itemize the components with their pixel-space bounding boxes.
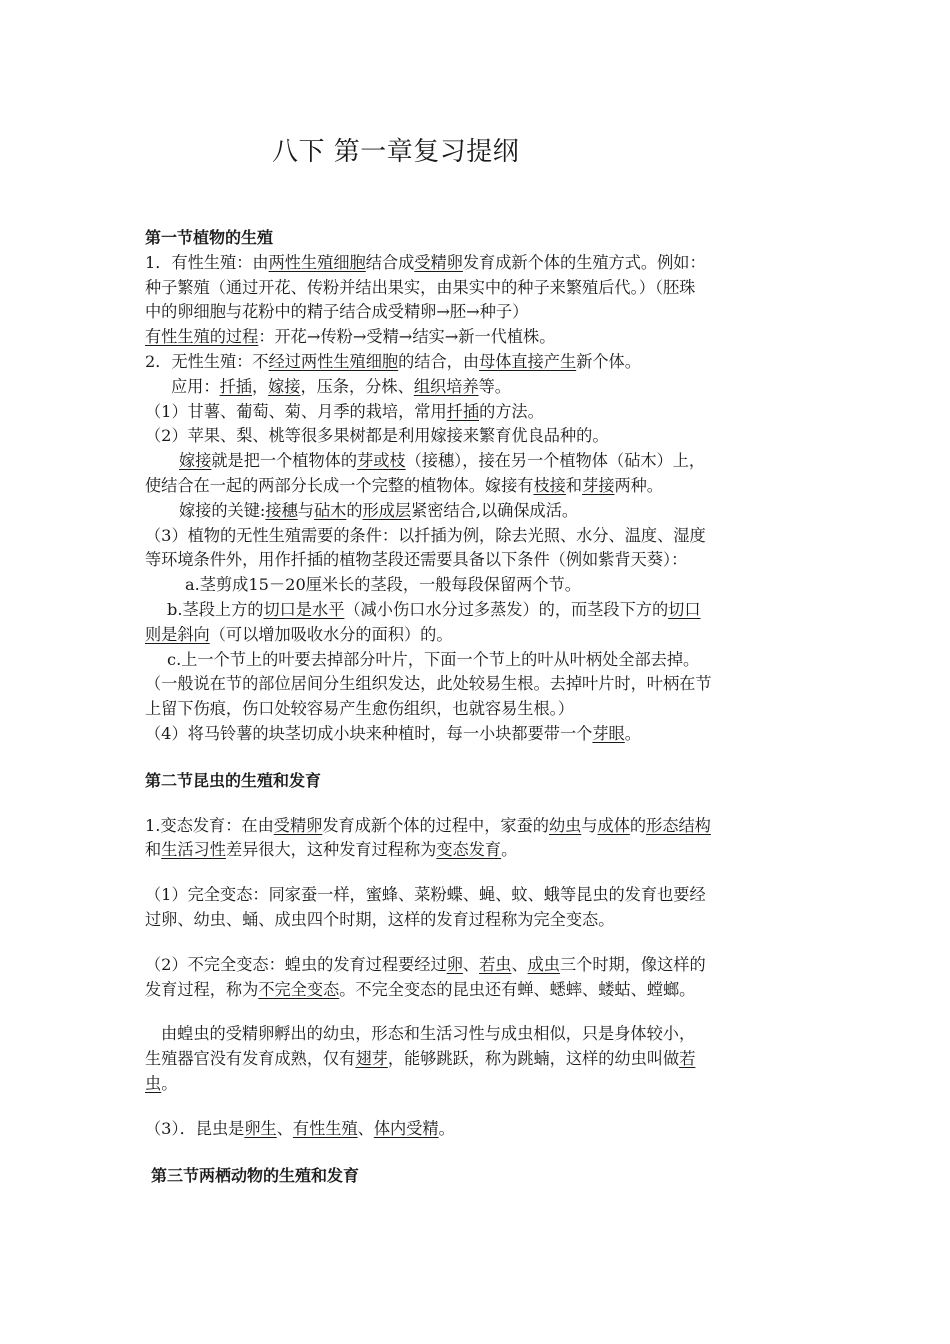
section-heading: 第三节两栖动物的生殖和发育	[151, 1165, 360, 1185]
paragraph-line: 发育过程，称为不完全变态。不完全变态的昆虫还有蝉、蟋蟀、蝼蛄、螳螂。	[145, 979, 696, 999]
paragraph-line: （一般说在节的部位居间分生组织发达，此处较易生根。去掉叶片时，叶柄在节	[145, 674, 712, 694]
paragraph-line: （2）苹果、梨、桃等很多果树都是利用嫁接来繁育优良品种的。	[145, 426, 609, 446]
paragraph-line: 2．无性生殖：不经过两性生殖细胞的结合，由母体直接产生新个体。	[145, 351, 641, 371]
paragraph-line: 等环境条件外，用作扦插的植物茎段还需要具备以下条件（例如紫背天葵）：	[145, 550, 688, 570]
paragraph-line: 使结合在一起的两部分长成一个完整的植物体。嫁接有枝接和芽接两种。	[145, 475, 663, 495]
paragraph-line: 则是斜向（可以增加吸收水分的面积）的。	[145, 624, 453, 644]
paragraph-line: （3）．昆虫是卵生、有性生殖、体内受精。	[145, 1118, 455, 1138]
paragraph-line: （1）完全变态：同家蚕一样，蜜蜂、菜粉蝶、蝇、蚊、蛾等昆虫的发育也要经	[145, 885, 706, 905]
paragraph-line: 虫。	[145, 1073, 178, 1093]
paragraph-line: （4）将马铃薯的块茎切成小块来种植时，每一小块都要带一个芽眼。	[145, 723, 641, 743]
paragraph-line: 由蝗虫的受精卵孵出的幼虫，形态和生活习性与成虫相似，只是身体较小，	[161, 1024, 696, 1044]
paragraph-line: 1.变态发育：在由受精卵发育成新个体的过程中，家蚕的幼虫与成体的形态结构	[145, 815, 711, 835]
paragraph-line: （2）不完全变态：蝗虫的发育过程要经过卵、若虫、成虫三个时期，像这样的	[145, 954, 706, 974]
document-body	[145, 226, 810, 1188]
paragraph-line: 有性生殖的过程：开花→传粉→受精→结实→新一代植株。	[145, 327, 556, 347]
paragraph-line: b.茎段上方的切口是水平（减小伤口水分过多蒸发）的，而茎段下方的切口	[167, 599, 701, 619]
section-heading: 第二节昆虫的生殖和发育	[145, 770, 322, 790]
paragraph-line: （3）植物的无性生殖需要的条件：以扦插为例，除去光照、水分、温度、湿度	[145, 525, 706, 545]
paragraph-line: 上留下伤痕，伤口处较容易产生愈伤组织，也就容易生根。）	[145, 699, 574, 719]
paragraph-line: 生殖器官没有发育成熟，仅有翅芽，能够跳跃，称为跳蝻，这样的幼虫叫做若	[145, 1049, 696, 1069]
paragraph-line: （1）甘薯、葡萄、菊、月季的栽培，常用扦插的方法。	[145, 401, 544, 421]
paragraph-line: 种子繁殖（通过开花、传粉并结出果实，由果实中的种子来繁殖后代。）（胚珠	[145, 277, 696, 297]
page-title: 八下 第一章复习提纲	[272, 137, 520, 167]
paragraph-line: 过卵、幼虫、蛹、成虫四个时期，这样的发育过程称为完全变态。	[145, 909, 615, 929]
paragraph-line: a.茎剪成15－20厘米长的茎段，一般每段保留两个节。	[185, 575, 581, 595]
paragraph-line: 嫁接的关键:接穗与砧木的形成层紧密结合,以确保成活。	[179, 500, 579, 520]
paragraph-line: c.上一个节上的叶要去掉部分叶片，下面一个节上的叶从叶柄处全部去掉。	[167, 649, 700, 669]
paragraph-line: 应用：扦插，嫁接，压条，分株、组织培养等。	[171, 376, 511, 396]
paragraph-line: 中的卵细胞与花粉中的精子结合成受精卵→胚→种子）	[145, 302, 529, 322]
section-heading: 第一节植物的生殖	[145, 228, 274, 247]
paragraph-line: 和生活习性差异很大，这种发育过程称为变态发育。	[145, 840, 518, 860]
paragraph-line: 嫁接就是把一个植物体的芽或枝（接穗），接在另一个植物体（砧木）上，	[179, 451, 706, 471]
paragraph-line: 1．有性生殖：由两性生殖细胞结合成受精卵发育成新个体的生殖方式。例如：	[145, 252, 706, 272]
